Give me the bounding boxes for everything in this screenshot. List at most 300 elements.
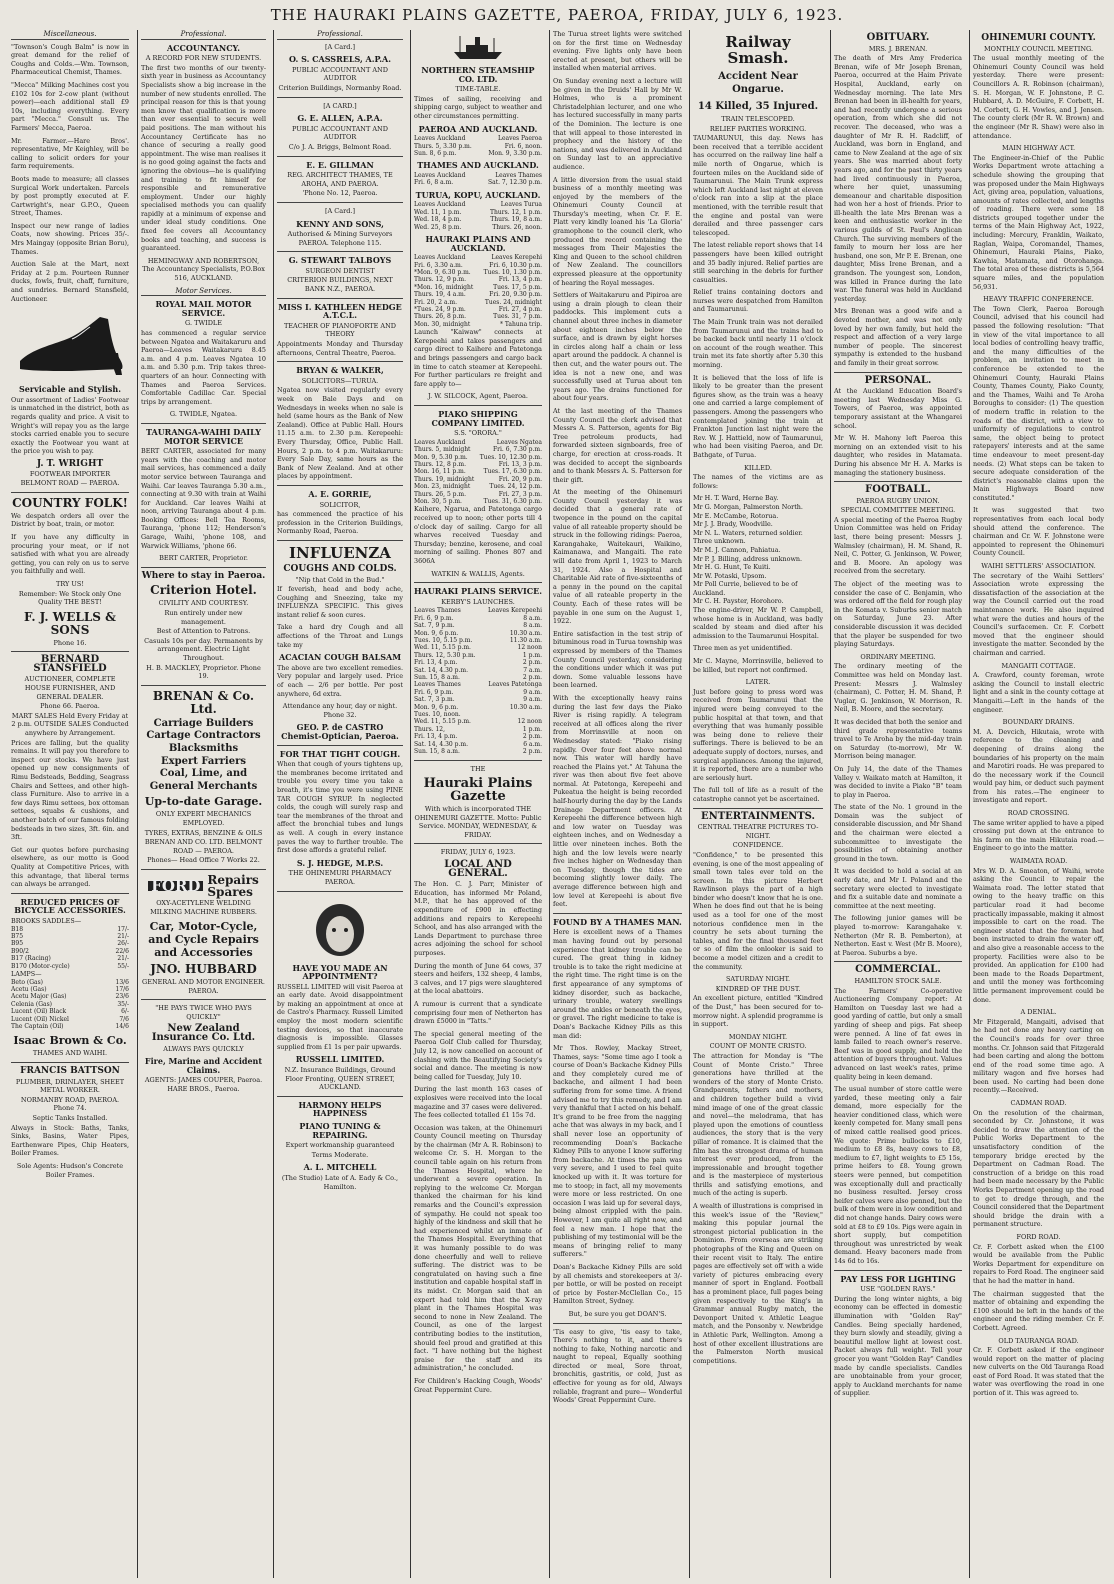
product-name: ACACIAN COUGH BALSAM [278,652,402,663]
article-text: At the meeting of the Ohinemuri County Council yesterday it was decided that a general rate of twopence in the pound on the capital value of all rateable property should be struck in the following ridings: Paeroa, Karangahake, Waitekauri, Waikino, Kaimanawa, and Mangaiti. The rate will date from April 1, 1923 to March 31, 1924. Also a Hospital and Charitable Aid rate of five-sixteenths of a penny in the pound on the capital value of all rateable property in the County. Each of these rates will be payable in one sum on the August 1, 1922. [553,488,682,626]
table-row [11,948,129,955]
table-cell: Lucent (Oil) Black [11,1008,67,1016]
article-subheading: MAIN HIGHWAY ACT. [1001,144,1076,153]
article-subheading: RELIEF PARTIES WORKING. [709,124,807,133]
table-cell: The Captain (Oil) [11,1022,64,1030]
table-cell: Sat. 7, 12.30 p.m. [488,179,542,187]
article-text: The Engineer-in-Chief of the Public Works Department wrote attaching a schedule showing the grouping that was proposed under the Main Highways Act, giving area, population, valuations, amounts of rates collected, and lengths of roading. There were some 18 districts grouped together under the terms of the Main Highway Act, 1922, including: Mercury, Franklin, Waikato, Raglan, Waipa, Coromandel, Thames, Ohinemuri, Hauraki Plains, Piako, Kawhia, Matamata, and Otorohanga. The total area of these districts is 5,564 square miles, and the population 56,931. [973,153,1104,291]
article-text: The following junior games will be played to-morrow: Karangahake v. Netherton (Mr R. B. Pemberton), at Netherton. East v. West (Mr B. Moore), at Paeroa. Suburbs a bye. [834,914,962,957]
advertiser-sub: TEACHER OF PIANOFORTE AND THEORY [283,321,397,339]
article-text: Mrs Brenan was a good wife and a devoted mother, and was not only loved by her own family, but held the respect and affection of a very large number of people. The sincerest sympathy is extended to the husband and family in their great sorrow. [834,307,962,367]
price-list-label: BROOKS SADDLES— [11,916,82,925]
article-subheading: TRAIN TELESCOPED. [721,115,795,123]
article-heading: Railway Smash. [725,33,791,67]
ad-subheading: COUGHS AND COLDS. [283,563,397,574]
article-text: With the exceptionally heavy rains during the last few days the Piako River is rising rapidly. A telegram received at all offices along the river from Morrinsville at noon on Wednesday stated: "Piako rising rapidly. Over four feet above normal now. This water will hardly have reached the Plains yet." At Tahuna the river was then about five feet above normal. At Patetonga, Kerepeehi and Pukeatua the height is being recorded half-hourly during the day by the Lands Drainage Department officers. At Kerepeehi the difference between high and low water on Tuesday was eighteen inches, and on Wednesday a little over nineteen inches. Both the high and the low levels were nearly five inches higher on Wednesday than on Tuesday, though the tides are becoming slightly lower daily. The average difference between high and low level at Kerepeehi is about five feet. [553,693,682,909]
article-text: During the last month 163 cases of explosives were received into the local magazine and 37 cases were delivered. The fees collected totalled £1 15s 7d. [414,1085,542,1120]
advertiser-sign: WATKIN & WALLIS, Agents. [431,569,525,578]
table-cell: Lucent (Oil) Nickel [11,1015,69,1023]
table-cell: 2 p.m. [522,674,542,682]
article-heading: FOOTBALL. [865,484,931,496]
table-row [414,718,542,725]
table-cell: Fri. 6, noon. [504,142,542,150]
victim-item: Mr W. Potaski, Upsom. [693,571,767,580]
victim-item: Three unknown. [693,537,746,546]
table-cell: Wed. 18, 4 p.m. [414,216,462,224]
nameplate-sub: With which is incorporated THE OHINEMURI GAZETTE. Motto: Public Service. MONDAY, WEDNESDAY, & FRIDAY. [414,805,542,839]
advertiser-name: O. S. CASSRELS, A.P.A. [289,54,391,65]
section-title: Miscellaneous. [11,30,129,40]
victim-item: Mr H. T. Ward, Herne Bay. [693,494,779,503]
ad-heading: PAY LESS FOR LIGHTING [840,1273,956,1284]
table-cell: 1 p.m. [522,651,542,659]
table-row [414,454,542,461]
table-row [11,1008,129,1015]
table-cell: Thurs. 12, 9 p.m. [414,276,467,284]
timetable [414,201,542,231]
victim-item: Mr N. L. Waters, returned soldier. [693,528,803,537]
article-subheading: CENTRAL THEATRE PICTURES TO-NIGHT. [697,823,819,840]
table-cell: Fri. 6, 7.30 p.m. [492,446,542,454]
article-text: The usual number of store cattle were yarded, these meeting only a fair demand, more especially for the heavier conditioned class, which were keenly competed for. Many small pens of mixed cattle realised good prices. We quote: Prime bullocks to £10, medium to £8 8s, heavy cows to £8, medium to £7, light weights to £5 15s, prime heifers to £8. Young grown steers were penned, but competition was exceptionally dull and practically no business resulted. Jersey cross heifer calves were also penned, but the bulk of them were in low condition and did not change hands. Dairy cows were sold at £8 to £9 10s. Pigs were again in short supply, but competition throughout was unrestricted by weak demand. Heavy baconers made from 14s 6d to 16s. [834,1085,962,1265]
ad-text: Sole Agents: Hudson's Concrete Boiler Frames. [16,1161,124,1179]
article-subheading: MRS. J. BRENAN. [868,44,928,53]
table-cell: 2 p.m. [522,748,542,756]
ad-text: If you have any difficulty in procuring your meat, or if not satisfied with what you are already getting, you can rely on us to serve you faithfully and well. [11,532,129,576]
ad-text: Septic Tanks Installed. [32,1113,108,1122]
victim-item: Mr Poll Currie, believed to be of Auckland. [693,580,798,597]
advertiser-name: Isaac Brown & Co. [13,1034,127,1048]
ad-slogan: Remember: We Stock only One Quality THE BEST! [18,589,122,607]
advertiser-sub: (The Studio) Late of A. Eady & Co., Hamilton. [281,1173,399,1191]
article-text: The Turua street lights were switched on for the first time on Wednesday evening. Five lights only have been erected at present, but others will be installed when material arrives. [553,30,682,73]
table-cell: Thurs. 12, 5.30 p.m. [414,651,476,659]
table-cell: Wed. 25, 8 p.m. [414,223,462,231]
ad-text: AGENTS: JAMES COUPER, Paeroa. HARE BROS., Paeroa. [144,1076,263,1094]
table-row [11,1023,129,1030]
table-cell: Celenia (Gas) [11,1000,53,1008]
article-text: A little diversion from the usual staid business of a monthly meeting was enjoyed by the members of the Ohinemuri County Council at Thursday's meeting, when Cr. F. E. Platt very kindly loaned his 'La Gloria' gramophone to the council clerk, who produced the record containing the messages from Their Majesties the King and Queen to the school children of New Zealand. The councillors expressed pleasure at the opportunity of hearing the Royal messages. [553,175,682,287]
table-cell: 8 a.m. [523,614,542,622]
table-cell: *Mon. 16, midnight [414,283,474,291]
advertiser-sub: PUBLIC ACCOUNTANT AND AUDITOR [292,124,388,142]
table-cell: *Mon. 9, 6.30 p.m. [414,269,471,276]
table-cell: Leaves Kerepeehi [487,607,542,615]
article-heading: PERSONAL. [864,374,932,386]
table-row [414,201,542,208]
article-text: The Main Trunk train was not derailed from Taumarunui and the trains had to be backed back until nearly 11 o'clock on account of the rough weather. This train met its fate shortly after 5.30 this morning. [693,318,823,370]
article-text: Mrs W. D. A. Smeaton, of Waihi, wrote asking the Council to repair the Waimata road. The letter stated that owing to the heavy traffic on this particular road it had become practically impassable, making it almost impossible to cart on the road. The engineer stated that the foreman had been instructed to drain the water off, and also give a reasonable access to the property. Facilities were also to be provided. An application for £100 had been made to the Roads Department, and until the money was forthcoming little permanent improvement could be done. [973,866,1104,1004]
table-row [414,135,542,142]
table-row [11,1001,129,1008]
table-cell: Leaves Auckland [414,438,466,446]
article-text: It was decided that both the senior and third grade representative teams travel to Te Aroha by the mid-day train on Saturday (to-morrow), Mr W. Morrison being manager. [834,717,962,761]
column-5-local [549,30,685,1578]
article-subheading: ROAD CROSSING. [1007,809,1070,818]
article-text: Occasion was taken, at the Ohinemuri County Council meeting on Thursday by the chairman (Mr A. R. Robinson) to welcome Cr. S. H. Morgan to the council table again on his return from the Thames Hospital, where he underwent a severe operation. In replying to the welcome Cr. Morgan thanked the chairman for his kind remarks and the Council's expression of sympathy. He could not speak too highly of the kindness and skill that he had experienced whilst an inmate of the Thames Hospital. Everything that it was humanly possible to do was done cheerfully and well to relieve suffering. The district was to be congratulated on having such a fine institution and capable hospital staff in its midst. Cr. Morgan said that an expert had told him that the X-ray plant in the Thames Hospital was second to none in New Zealand. The Council, as one of the largest contributing bodies to the institution, should feel proud and gratified at this fact. "I have nothing but the highest praise for the staff and its administration," he concluded. [414,1123,542,1373]
table-row [414,291,542,298]
ad-text: BERT CARTER, associated for many years with the coaching and motor mail services, has commenced a daily motor service between Tauranga and Waihi. Car leaves Tauranga 5.30 a.m., connecting at 9.30 with train at Waihi for Auckland. Car leaves Waihi at noon, arriving Tauranga about 4 p.m. Booking Offices: Bell Tea Rooms, Tauranga, 'phone 112; Henderson's Garage, Waihi, 'phone 108, and Warwick Williams, 'phone 66. [141,447,266,550]
ford-repairs: Repairs Spares [207,872,259,899]
route-heading: HAURAKI PLAINS AND AUCKLAND. [425,234,531,253]
table-row [414,644,542,651]
table-row [11,933,129,940]
masthead: THE HAURAKI PLAINS GAZETTE, PAEROA, FRIDAY, JULY 6, 1923. [270,6,844,24]
article-subheading: HAMILTON STOCK SALE. [854,976,942,985]
article-subheading: ORDINARY MEETING. [860,652,936,661]
article-text: Relief trains containing doctors and nurses were despatched from Hamilton and Taumarunui. [693,288,823,314]
ad-text: has commenced a regular service between Ngatea and Waitakaruru and Paeroa—Leaves Waitakaruru 8.45 a.m. and 4 p.m. Leaves Ngatea 10 a.m. and 5.30 p.m. Trip takes three-quarters of an hour. Connecting with Thames and Paeroa Services. Comfortable Cadillac Car. Special trips by arrangement. [141,329,266,406]
table-row [414,491,542,498]
article-heading: OHINEMURI COUNTY. [981,33,1096,43]
article-text: Settlers of Waitakaruru and Pipiroa are using a drain plough to clean their paddocks. This implement cuts a channel about three inches in diameter about eighteen inches below the surface, and is drawn by eight horses in circles along half a chain or less apart around the paddock. A channel is then cut, and the water pours out. The idea is not a new one, and was successfully used at Turua about ten years ago. The drains functioned for about four years. [553,291,682,403]
article-text: Cr. F. Corbett asked when the £100 would be available from the Public Works Department for expenditure on repairs to Ford Road. The engineer said that he had the matter in hand. [973,1242,1104,1285]
table-cell: Sat. 14, 4.30 p.m. [414,740,468,748]
table-row [11,1016,129,1023]
table-cell: 7 a.m. [523,666,542,674]
advertiser-name: A. E. GORRIE, [308,488,372,499]
ad-text: Casuals 10s per day. Permanents by arrangement. Electric Light Throughout. [144,636,263,662]
advertiser-name: S. J. HEDGE, M.P.S. [296,857,384,868]
advertiser-name: BRENAN & Co. Ltd. [152,688,255,716]
article-text: The Town Clerk, Paeroa Borough Council, advised that his council had passed the following resolution: "That in view of the vital importance to all local bodies of controlling heavy traffic, and the many difficulties of the problem, an invitation to meet in conference be extended to the Ohinemuri County, Hauraki Plains County, Thames County, Piako County, and the Thames, Waihi and Te Aroha Boroughs to consider: (1) The question of modern traffic in relation to the roads of the district, with a view to uniformity of regulations to control same, the object being to protect ratepayers' interests and at the same time endeavour to meet present-day needs. (2) What steps can be taken to secure adequate consideration of the district's reasonable claims upon the Main Highways Board now constituted." [973,304,1104,502]
ad-text: Times of sailing, receiving and shipping cargo, subject to weather and other circumstances permitting. [414,94,542,120]
victim-list [693,494,823,606]
table-row [414,733,542,740]
column-7-obituary-and-sport [830,30,965,1578]
table-row [414,209,542,216]
table-cell: Leaves Auckland [414,254,466,262]
table-cell: * Tahuna trip. [499,320,542,328]
article-text: Cr. F. Corbett asked if the engineer would report on the matter of placing new culverts on the Old Tauranga Road east of Ford Road. It was stated that the water was overflowing the road in one portion of it. This was agreed to. [973,1346,1104,1398]
table-row [414,276,542,283]
ad-text: Best of Attention to Patrons. [156,627,251,636]
table-row [414,637,542,644]
ad-text: Get our quotes before purchasing elsewhere, as our motto is Good Quality at Competitive Prices, with this advantage, that liberal terms can always be arranged. [11,845,129,889]
ad-heading: INFLUENZA [289,543,391,562]
article-subheading: MANGAITI COTTAGE. [1001,661,1076,670]
table-row [414,321,542,328]
service-item: Cartage Contractors [146,730,261,742]
table-cell: Tues. 10, 12.30 p.m. [479,453,542,461]
article-text: For Children's Hacking Cough, Woods' Great Peppermint Cure. [414,1376,542,1394]
table-cell: Tues. 17, 5 p.m. [493,283,542,291]
section-title: Motor Services. [141,287,266,297]
article-subheading: KINDRED OF THE DUST. [715,984,801,993]
table-cell: Mon. 30, 5 p.m. [414,498,462,506]
article-text: The object of the meeting was to consider the case of C. Benjamin, who was ordered off the field for rough play in the Komata v. Suburbs senior match on Saturday, June 23. After considerable discussion it was decided that the player be suspended for two playing Saturdays. [834,580,962,649]
ad-text: During the long winter nights, a big economy can be effected in domestic illumination with "Golden Ray" Candles. Being specially hardened, they burn slowly and steadily, giving a beautiful mellow light at lowest cost. Packet always full weight. Tell your grocer you want "Golden Ray" Candles made by candle specialists. Candles are unobtainable from your grocer, apply to Auckland merchants for name of supplier. [834,1294,962,1398]
issue-date: FRIDAY, JULY 6, 1923. [440,848,516,857]
table-row [414,468,542,475]
table-row [414,667,542,674]
article-subheading: MONTHLY COUNCIL MEETING. [983,44,1094,53]
ford-logo: FORD [148,881,203,892]
table-row [414,299,542,306]
table-row [414,179,542,186]
service-item: Carriage Builders [153,717,254,729]
article-subheading: WAIMATA ROAD. [1009,857,1068,866]
service-item: Blacksmiths [168,742,239,754]
table-cell: 12 noon [517,644,542,652]
card-label: [A Card.] [324,42,355,51]
table-row [414,652,542,659]
saddle-price-table [11,926,129,970]
table-cell: Mon. 9, 6 p.m. [414,629,459,637]
table-cell: Thurs. 12, [414,725,446,733]
table-cell: Tues. 10, 5.15 p.m. [414,637,473,644]
timetable [414,254,542,328]
advertiser-sub: THE OHINEMURI PHARMACY PAEROA. [288,869,392,886]
table-row [414,741,542,748]
advertiser-address: BELMONT ROAD — PAEROA. [20,479,120,488]
victim-item: Mr P. J. Billing, address unknown. [693,554,803,563]
table-cell: Fri. 27, 3 p.m. [498,490,542,498]
article-heading: ENTERTAINMENTS. [700,810,816,822]
ad-text: Our assortment of Ladies' Footwear is unmatched in the district, both as regards quality and price. A visit to Wright's will repay you as the large stocks carried enable you to secure exactly the Footwear you want at the price you wish to pay. [11,395,129,456]
ad-heading: ACCOUNTANCY. [166,42,241,53]
advertiser-name: G. E. ALLEN, A.P.A. [297,113,383,124]
advertiser-name: MISS I. KATHLEEN HEDGE A.T.C.L. [278,301,402,321]
table-cell: Sat. 7, 9 p.m. [414,622,455,630]
ad-text: Always in Stock: Baths, Tanks, Sinks, Basins, Water Pipes, Earthenware Pipes, Chip Heaters, Boiler Frames. [11,1123,129,1158]
article-subheading: CONFIDENCE. [732,841,784,850]
table-cell: Thurs. 19, midnight [414,475,475,483]
ad-heading: FOR THAT TIGHT COUGH. [279,748,401,759]
table-cell: 23/6 [115,993,129,1001]
timetable [414,607,542,755]
article-text: Mr C. Mayne, Morrinsville, believed to be killed, but report not confirmed. [693,657,823,674]
advertiser-address: N.Z. Insurance Buildings, Ground Floor Fronting, QUEEN STREET, AUCKLAND. [284,1066,396,1092]
table-row [414,461,542,468]
advertiser-address: Criterion Buildings, Normanby Road. [278,83,402,92]
route-heading: TURUA, KOPU, AUCKLAND. [415,189,541,200]
advertiser-name: FRANCIS BATTSON [20,1065,120,1076]
table-cell: Sun. 8, 6 p.m. [414,149,457,157]
table-cell: Fri. 13, 4 p.m. [414,659,458,667]
table-row [414,483,542,490]
table-cell: Fri. 20, 2 a.m. [414,298,458,306]
service-list [141,717,266,792]
article-text: The Farmers' Co-operative Auctioneering Company report: At Hamilton on Tuesday last we had a good yarding of cattle, but only a small yarding of sheep and pigs. Fat sheep were penned. A line of fat ewes in lamb failed to reach owner's reserve. Beef was in good supply, and held the attention of buyers throughout. Values advanced on last week's rates, prime quality being in keen demand. [834,986,962,1081]
ad-text: Inspect our new range of ladies Coats, now showing. Prices 35/-. Mrs Maingay (opposite Brian Boru), Thames. [11,221,129,256]
table-row [11,955,129,962]
table-cell: Thurs. 5, 3.30 p.m. [414,142,472,150]
ad-text: If feverish, head and body ache, Coughing and Sneezing, take my INFLUENZA SPECIFIC. This gives instant relief & soon cures. [277,585,403,619]
table-cell: B95 [11,940,24,948]
advertiser-name: BRYAN & WALKER, [296,365,384,376]
article-text: A. Crawford, county foreman, wrote asking the Council to install electric light and a sink in the county cottage at Mangaiti.—Left in the hands of the engineer. [973,671,1104,714]
ad-heading: NORTHERN STEAMSHIP CO. LTD. [421,65,535,84]
table-cell: Tues. 31, 6.30 p.m. [483,498,542,506]
table-cell: Leaves Ngatea [496,438,542,446]
table-row [414,681,542,688]
article-subheading: KILLED. [744,463,772,472]
table-cell: Tues. 24, 12 p.m. [489,483,542,491]
advertiser-sub: THAMES AND WAIHI. [32,1049,108,1058]
article-subheading: SATURDAY NIGHT. [725,975,791,984]
table-cell: Acetu Major (Gas) [11,993,67,1001]
article-text: Entire satisfaction in the test strip of bituminous road in Turua township was expressed by members of the Thames County Council yesterday, considering the conditions under which it was put down. Some valuable lessons have been learned. [553,629,682,690]
victim-item: Mr C. H. Payster, Horohoro. [693,597,784,606]
advertiser-phone: Phones— Head Office 7 Works 22. [147,856,260,865]
advertiser-name: JNO. HUBBARD [150,962,257,977]
table-row [414,498,542,505]
article-text: The state of the No. 1 ground in the Domain was the subject of considerable discussion, and Mr Shand and the chairman were elected a subcommittee to investigate the possibilities of obtaining another ground in the town. [834,803,962,863]
article-subheading: BOUNDARY DRAINS. [1002,718,1075,727]
table-row [11,940,129,947]
advertiser-sub: REG. ARCHITECT THAMES, TE AROHA, AND PAEROA. [287,171,393,188]
table-cell: Leaves Auckland [414,171,466,179]
article-text: A special meeting of the Paeroa Rugby Union Committee was held on Friday last, there being present: Messrs J. Walmsley (chairman), H. M. Shand, R. Neil, C. Potter, G. Jenkinson, W. Power, and B. Moore. An apology was received from the secretary. [834,515,962,576]
table-cell: Leaves Kerepehi [491,254,542,262]
ad-text: "Townson's Cough Balm" is now in great demand for the relief of Coughs and Colds.—Wm. Townson, Pharmaceutical Chemist, Thames. [11,42,129,77]
table-row [414,711,542,718]
table-row [414,607,542,614]
advertiser-address: NORMANBY ROAD, PAEROA. Phone 74. [20,1095,120,1113]
advertiser-name: E. E. GILLMAN [306,159,374,170]
table-cell: B170 (Motor-cycle) [11,962,70,970]
table-row [414,630,542,637]
victim-item: Mr H. G. Hunt, Te Kuiti. [693,563,771,572]
column-6-railway-and-entertainments [689,30,826,1578]
advertiser-name: J. T. WRIGHT [36,458,104,469]
article-text: It is believed that the loss of life is likely to be greater than the present figures show, as the train was a heavy one and carried a large complement of passengers. Among the passengers who contemplated joining the train at Frankton Junction last night were the Rev. W. J. Hattield, now of Taumarunui, who had been visiting Paeroa, and Dr. Bathgate, of Turua. [693,373,823,459]
ad-text: Mr. Farmer.—Hare Bros'. representative, Mr Keighley, will be calling to solicit orders for your farm requirements. [11,136,129,171]
price-list-label: LAMPS— [11,969,42,978]
table-cell: Fri. 6, 3.30 a.m. [414,261,463,269]
ford-ad [141,874,266,898]
table-row [414,439,542,446]
article-text: An excellent picture, entitled "Kindred of the Dust," has been secured for to-morrow night. A splendid programme is in support. [693,994,823,1029]
article-text: The attraction for Monday is "The Count of Monte Cristo." Three generations have thrilled at the wonders of the story of Monte Cristo. Grandparents, fathers and mothers, and children together build a vivid mind image of one of the great classic and novel—the melodrama, that has played upon the emotions of countless audiences, the story that is the very pillar of romance. It is claimed that the film has the strongest drama of human interest ever produced, from the impressionable and brought together and is the masterpiece of mysterious thrills and satisfying emotions, and much of the acting is superb. [693,1051,823,1198]
advertiser-sub: FOOTWEAR IMPORTER [29,469,111,478]
table-cell: Tues. 24, midnight [484,298,542,306]
advertiser-sub: GENERAL AND MOTOR ENGINEER. PAEROA. [142,978,265,995]
verse-text: 'Tis easy to give, 'tis easy to take, There's nothing to it, and there's nothing to fake, Nothing narcotic and naught to repeal, Equally soothing directed or meal, Sore throat, bronchitis, gastritis, or cold, Just as effective for young as for old, Always reliable, fragrant and pure— Wonderful Woods' Great Peppermint Cure. [553,1327,682,1405]
article-heading: LOCAL AND GENERAL. [444,859,512,879]
advertiser-name: KENNY AND SONS, [296,218,384,229]
route-heading: THAMES AND AUCKLAND. [417,160,539,171]
article-text: The latest reliable report shows that 14 passengers have been killed outright and 35 badly injured. Relief parties are still searching in the debris for further casualties. [693,241,823,284]
advertiser-sub: SOLICITORS—TURUA. [301,376,379,385]
ad-text: Take a hard dry Cough and all affections of the Throat and Lungs take my [277,623,403,649]
article-text: The Hon. C. J. Parr, Minister of Education, has informed Mr Poland, M.P., that he has approved of the expenditure of £900 in effecting additions and repairs to Kerepeehi School, and has also arranged with the Lands Department to purchase three acres adjoining the school for school purposes. [414,880,542,957]
article-subheading: A DENIAL. [1020,1008,1057,1017]
table-row [414,704,542,711]
table-row [11,986,129,993]
table-cell: Fri. 27, 4 p.m. [498,306,542,314]
article-text: At the last meeting of the Thames County Council the clerk advised that Messrs A. S. Patterson, agents for Big Tree petroleum products, had forwarded sixteen signboards, free of charge, for erection at cross-roads. It was decided to accept the signboards and to thank Messrs A. S. Patterson for their gift. [553,406,682,484]
card-label: [A CARD.] [323,101,357,110]
table-cell: Fri. 6, 8 a.m. [414,179,454,187]
ad-heading: Fire, Marine and Accident Claims. [144,1056,263,1075]
table-cell: 17/- [117,925,129,933]
ad-text: Terms Moderate. [311,1150,369,1159]
table-cell [482,711,542,718]
table-cell: Wed. 11, 1 p.m. [414,208,462,216]
column-2-professional [137,30,269,1578]
table-cell: Mon. 23, midnight [414,483,471,491]
article-text: Here is excellent news of a Thames man having found out by personal experience that kidney trouble can be cured. The great thing in kidney trouble is to take the right medicine at the right time. The right time is on the first appearance of any symptoms of kidney disorder, such as backache, urinary trouble, watery swellings around the ankles or beneath the eyes, or gravel. The right medicine to take is Doan's Backache Kidney Pills as this man did: [553,928,682,1040]
table-cell: Fri. 6, 9 p.m. [414,614,454,622]
table-cell: 2 p.m. [522,733,542,741]
article-text: The secretary of the Waihi Settlers' Association wrote expressing the dissatisfaction of the association at the way the Council carried out the road maintenance work. He also inquired what were the duties and hours of the Council's surfacemen. Cr. F. Corbett moved that the engineer should investigate the matter. Seconded by the chairman and carried. [973,571,1104,657]
service-item: Expert Farriers [161,755,246,767]
article-heading: OBITUARY. [866,32,930,43]
table-cell: Mon. 30, midnight [414,320,471,328]
table-cell: Fri. 13, 3 p.m. [498,461,542,468]
ad-text: OXY-ACETYLENE WELDING MILKING MACHINE RUBBERS. [150,898,257,916]
table-cell: Fri. 6, 10.30 p.m. [489,261,542,269]
table-cell: Thurs. 26, 5 p.m. [414,490,467,498]
article-subheading: MONDAY NIGHT. [728,1032,788,1041]
table-row [414,615,542,622]
advertiser-address: C/o J. A. Briggs, Belmont Road. [288,142,392,151]
table-cell: 35/- [117,1000,129,1008]
article-heading: COMMERCIAL. [855,964,941,976]
table-row [414,689,542,696]
table-row [414,284,542,291]
column-4-shipping-and-local [410,30,545,1578]
table-cell: Thurs. 19, 4 a.m. [414,291,466,299]
ad-slogan: "Nip that Cold in the Bud." [295,575,385,584]
ad-heading: HAURAKI PLAINS SERVICE. [414,586,542,597]
article-text: The chairman suggested that the matter of obtaining and expending the £100 should be left in the hands of the engineer and the riding member. Cr. F. Corbett. Agreed. [973,1289,1104,1332]
table-cell: Fri. 6, 9 p.m. [414,688,454,696]
table-row [414,269,542,276]
article-text: It was suggested that two representatives from each local body should attend the conference. The chairman and Cr. W. F. Johnstone were appointed to represent the Ohinemuri County Council. [973,506,1104,558]
table-cell: 11.30 a.m. [509,637,542,644]
article-text: Doan's Backache Kidney Pills are sold by all chemists and storekeepers at 3/- per bottle, or will be posted on receipt of price by Foster-McClellan Co., 15 Hamilton Street, Sydney. [553,1262,682,1306]
advertiser-sub: AUCTIONEER, COMPLETE HOUSE FURNISHER, AND GENERAL DEALER. [24,675,116,701]
table-cell: Leaves Patetonga [488,681,542,689]
table-cell: Fri. 20, 9.30 p.m. [489,291,542,299]
table-row [11,963,129,970]
table-cell: Thurs. 26, 8 p.m. [414,313,467,321]
advertiser-name: New Zealand Insurance Co. Ltd. [151,1023,256,1044]
table-cell: 7/6 [119,1015,129,1023]
advertiser-address: CRITERION BUILDINGS, NEXT BANK N.Z., PAEROA. [287,276,393,294]
section-title: Professional. [141,30,266,40]
article-text: Just before going to press word was received from Taumarunui that the injured were being conveyed to the public hospital at that town, and that everything that was humanly possible was being done to relieve their sufferings. There is believed to be an adequate supply of doctors, nurses, and surgical appliances. Among the injured, it is reported, there are a number who are seriously hurt. [693,687,823,782]
ad-subheading: USE "GOLDEN RAYS." [860,1285,936,1294]
lamp-price-table [11,979,129,1031]
article-subheading: HEAVY TRAFFIC CONFERENCE. [983,295,1094,304]
article-text: The same writer applied to have a piped crossing put down at the entrance to his farm on the main Hikutaia road.—Engineer to go into the matter. [973,818,1104,853]
ad-heading: Car, Motor-Cycle, and Cycle Repairs and Accessories [148,920,259,960]
advertiser-sub: SOLICITOR, [319,500,361,509]
article-text: M. A. Devcich, Hikutaia, wrote with reference to the cleaning and deepening of drains along the boundaries of his property on the main and Marotiri roads. He was prepared to do the necessary work if the Council would pay him, or deduct such payment from his rates.—The engineer to investigate and report. [973,727,1104,805]
article-text: On Sunday evening next a lecture will be given in the Druids' Hall by Mr W. Holmes, who is a prominent Christadelphian lecturer, and one who has lectured successfully in many parts of the Dominion. The lecture is one that will appeal to those interested in prophecy and the history of the nations, and was delivered in Auckland on Sunday last to an appreciative audience. [553,76,682,171]
table-row [414,254,542,261]
advertiser-name: G. TWIDLE [185,319,222,328]
ad-slogan: TRY US! [56,579,84,588]
article-text: Mr Thos. Rowley, Mackay Street, Thames, says: "Some time ago I took a course of Doan's Backache Kidney Pills and they completely cured me of backache, and ailment I had been suffering from for some time. A friend advised me to try this remedy, and I am very thankful that I acted on his behalf. It's grand to be free from the nagging ache that was always in my back, and I shall never lose an opportunity of recommending Doan's Backache Kidney Pills to anyone I know suffering from backache. At times the pain was very severe, and I used to feel quite knocked up with it. It was torture for me to stoop; in fact, all my movements were more or less restricted. On one occasion I was laid up for several days, being almost crippled with the pain. However, I am quite all right now, and feel a new man. I hope that the publishing of my testimonial will be the means of bringing relief to many sufferers." [553,1044,682,1259]
table-cell: Mon. 16, 11 p.m. [414,468,466,476]
table-cell: B75 [11,932,24,940]
table-cell: 17/6 [115,985,129,993]
ad-heading: REDUCED PRICES OF BICYCLE ACCESSORIES. [14,896,126,916]
table-cell: 14/6 [115,1022,129,1030]
table-cell: Thurs. 12, 1 p.m. [489,208,542,216]
table-cell: Beto (Gas) [11,978,44,986]
table-row [414,224,542,231]
table-cell: Thurs. 26, noon. [492,223,542,231]
ad-text: Boots made to measure; all classes Surgical Work undertaken. Parcels by post promptly executed at F. Cartwright's, near G.P.O., Queen Street, Thames. [11,174,129,218]
table-cell: Leaves Turua [500,201,542,209]
ad-text: Kaihere, Ngarua, and Patetonga cargo received up to noon; other ports till 4 o'clock day of sailing. Cargo for all wharves received Tuesday and Thursday; benzine, kerosene, and coal morning of sailing. Phones 807 and 3606A [414,505,542,565]
